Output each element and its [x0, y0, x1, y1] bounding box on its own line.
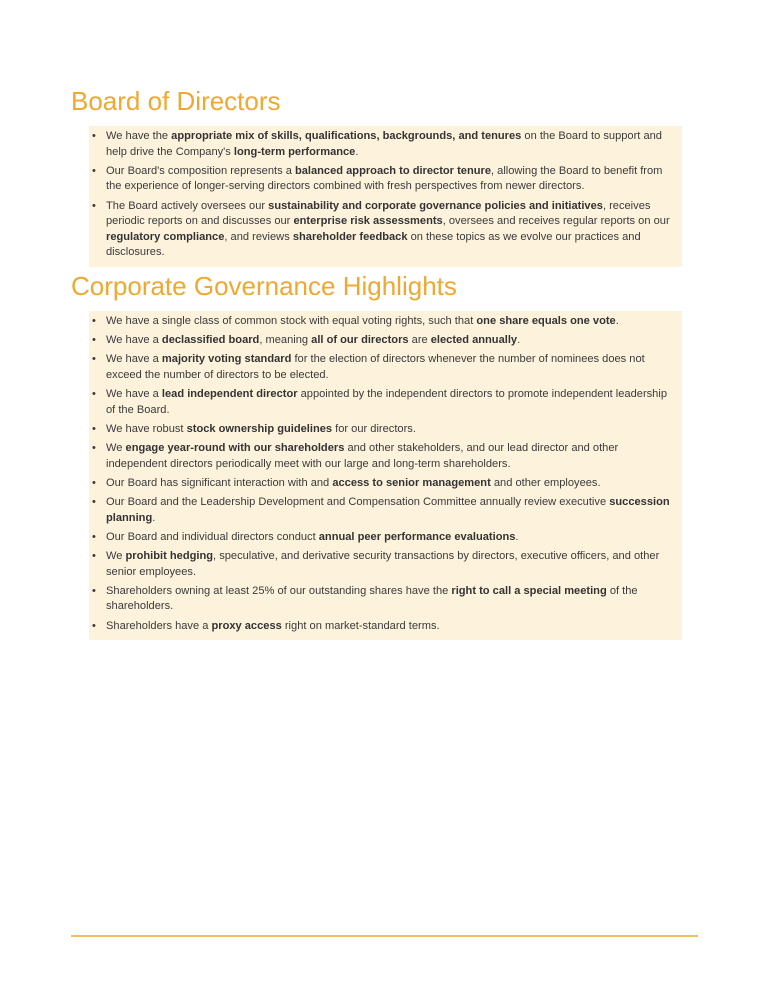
- section-title-board-of-directors: Board of Directors: [71, 86, 281, 116]
- body-text: Our Board and individual directors conduct: [106, 530, 319, 543]
- board-of-directors-panel: [89, 126, 682, 267]
- emphasis-text: declassified board: [161, 334, 260, 347]
- list-item: [89, 333, 682, 349]
- body-text: Our Board has significant interaction with and: [106, 476, 333, 489]
- emphasis-text: majority voting standard: [161, 353, 292, 366]
- body-text: We have a: [106, 353, 162, 366]
- emphasis-text: engage year-round with our shareholders: [125, 442, 345, 455]
- body-text: .: [517, 334, 521, 347]
- body-text: , and reviews: [224, 230, 293, 243]
- emphasis-text: proxy access: [211, 619, 282, 632]
- emphasis-text: enterprise risk assessments: [293, 215, 443, 228]
- list-item: [89, 352, 682, 383]
- body-text: , oversees and receives regular reports on our: [442, 215, 670, 228]
- body-text: We: [106, 442, 126, 455]
- body-text: right on market-standard terms.: [281, 619, 440, 632]
- body-text: , meaning: [259, 334, 312, 347]
- list-item: [89, 387, 682, 418]
- list-item: [89, 164, 682, 195]
- body-text: Shareholders owning at least 25% of our outstanding shares have the: [106, 584, 452, 597]
- body-text: We have a single class of common stock with equal voting rights, such that: [106, 315, 477, 327]
- list-item: [89, 619, 682, 635]
- list-item: [89, 476, 682, 492]
- emphasis-text: appropriate mix of skills, qualifications, backgrounds, and tenures: [171, 130, 522, 142]
- body-text: We have the: [106, 130, 172, 142]
- body-text: of the shareholders.: [106, 584, 638, 613]
- emphasis-text: sustainability and corporate governance policies and initiatives: [268, 199, 603, 212]
- body-text: .: [515, 530, 519, 543]
- body-text: The Board actively oversees our: [106, 199, 269, 212]
- body-text: on the Board to support and help drive the Company's: [106, 130, 662, 158]
- body-text: on these topics as we evolve our practices and disclosures.: [106, 230, 641, 259]
- body-text: for our directors.: [332, 422, 416, 435]
- body-text: .: [615, 315, 619, 327]
- body-text: , allowing the Board to benefit from the experience of longer-serving directors combined with fresh perspectives from newer directors.: [106, 164, 663, 193]
- body-text: , receives periodic reports on and discusses our: [106, 199, 651, 228]
- body-text: for the election of directors whenever the number of nominees does not exceed the number of directors to be elected.: [106, 353, 645, 381]
- emphasis-text: access to senior management: [332, 476, 491, 489]
- body-text: .: [355, 145, 359, 158]
- list-item: [89, 199, 682, 261]
- emphasis-text: shareholder feedback: [292, 230, 408, 243]
- list-item: [89, 530, 682, 546]
- body-text: .: [152, 511, 156, 524]
- list-item: [89, 129, 682, 160]
- footer-divider: [71, 935, 698, 937]
- emphasis-text: all of our directors: [311, 334, 409, 347]
- body-text: , speculative, and derivative security transactions by directors, executive officers, and other senior employees.: [106, 550, 660, 578]
- emphasis-text: balanced approach to director tenure: [294, 164, 491, 177]
- body-text: Our Board's composition represents a: [106, 164, 295, 177]
- emphasis-text: right to call a special meeting: [451, 584, 607, 597]
- emphasis-text: one share equals one vote: [476, 315, 616, 327]
- emphasis-text: prohibit hedging: [125, 550, 214, 563]
- body-text: We: [106, 550, 126, 563]
- emphasis-text: elected annually: [430, 334, 518, 347]
- list-item: [89, 495, 682, 526]
- emphasis-text: regulatory compliance: [106, 230, 225, 243]
- body-text: are: [408, 334, 431, 347]
- corporate-governance-list: [89, 314, 682, 634]
- body-text: Shareholders have a: [106, 619, 212, 632]
- list-item: [89, 314, 682, 330]
- emphasis-text: long-term performance: [233, 145, 356, 158]
- body-text: We have robust: [106, 422, 187, 435]
- body-text: appointed by the independent directors to promote independent leadership of the Board.: [106, 388, 667, 416]
- body-text: and other employees.: [490, 476, 601, 489]
- body-text: Our Board and the Leadership Development and Compensation Committee annually review executive: [106, 496, 610, 509]
- list-item: [89, 441, 682, 472]
- emphasis-text: succession planning: [106, 496, 670, 524]
- emphasis-text: lead independent director: [161, 388, 298, 401]
- section-title-corporate-governance-highlights: Corporate Governance Highlights: [71, 271, 457, 301]
- body-text: We have a: [106, 388, 162, 401]
- emphasis-text: annual peer performance evaluations: [318, 530, 516, 543]
- emphasis-text: stock ownership guidelines: [186, 422, 333, 435]
- body-text: We have a: [106, 334, 162, 347]
- corporate-governance-panel: [89, 311, 682, 640]
- list-item: [89, 549, 682, 580]
- body-text: and other stakeholders, and our lead director and other independent directors periodically meet with our large and long-term shareholders.: [106, 442, 619, 470]
- board-of-directors-list: [89, 129, 682, 261]
- list-item: [89, 584, 682, 615]
- list-item: [89, 422, 682, 438]
